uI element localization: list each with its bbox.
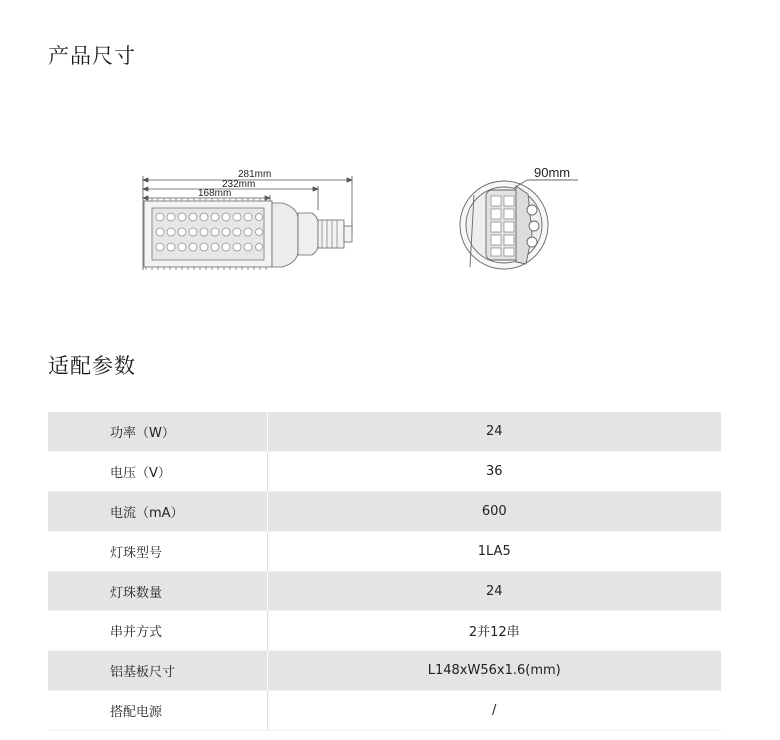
dim-label-board: 168mm: [198, 188, 232, 199]
spec-value: /: [267, 691, 721, 731]
table-row: [48, 611, 721, 651]
table-row: [48, 492, 721, 532]
table-row: [48, 691, 721, 731]
end-view-drawing: [460, 180, 578, 269]
table-row: [48, 651, 721, 691]
section-title-product-size: 产品尺寸: [48, 44, 136, 68]
led-array: [156, 213, 263, 251]
dim-label-overall: 281mm: [238, 169, 272, 180]
table-row: [48, 412, 721, 452]
spec-value: 600: [267, 492, 721, 532]
spec-label: 电流（mA）: [48, 492, 267, 532]
section-title-parameters: 适配参数: [48, 354, 136, 378]
table-row: [48, 452, 721, 492]
spec-label: 功率（W）: [48, 412, 267, 452]
spec-value: 36: [267, 452, 721, 492]
side-view-drawing: [143, 176, 352, 270]
spec-value: 2并12串: [267, 611, 721, 651]
table-row: [48, 531, 721, 571]
spec-value: L148xW56x1.6(mm): [267, 651, 721, 691]
table-row: [48, 571, 721, 611]
spec-label: 灯珠型号: [48, 531, 267, 571]
spec-value: 24: [267, 571, 721, 611]
spec-label: 电压（V）: [48, 452, 267, 492]
spec-label: 灯珠数量: [48, 571, 267, 611]
spec-label: 搭配电源: [48, 691, 267, 731]
spec-table: [48, 412, 721, 731]
dim-label-diameter: 90mm: [534, 165, 571, 180]
spec-value: 1LA5: [267, 531, 721, 571]
spec-value: 24: [267, 412, 721, 452]
dim-label-middle: 232mm: [222, 179, 256, 190]
spec-label: 串并方式: [48, 611, 267, 651]
spec-label: 铝基板尺寸: [48, 651, 267, 691]
